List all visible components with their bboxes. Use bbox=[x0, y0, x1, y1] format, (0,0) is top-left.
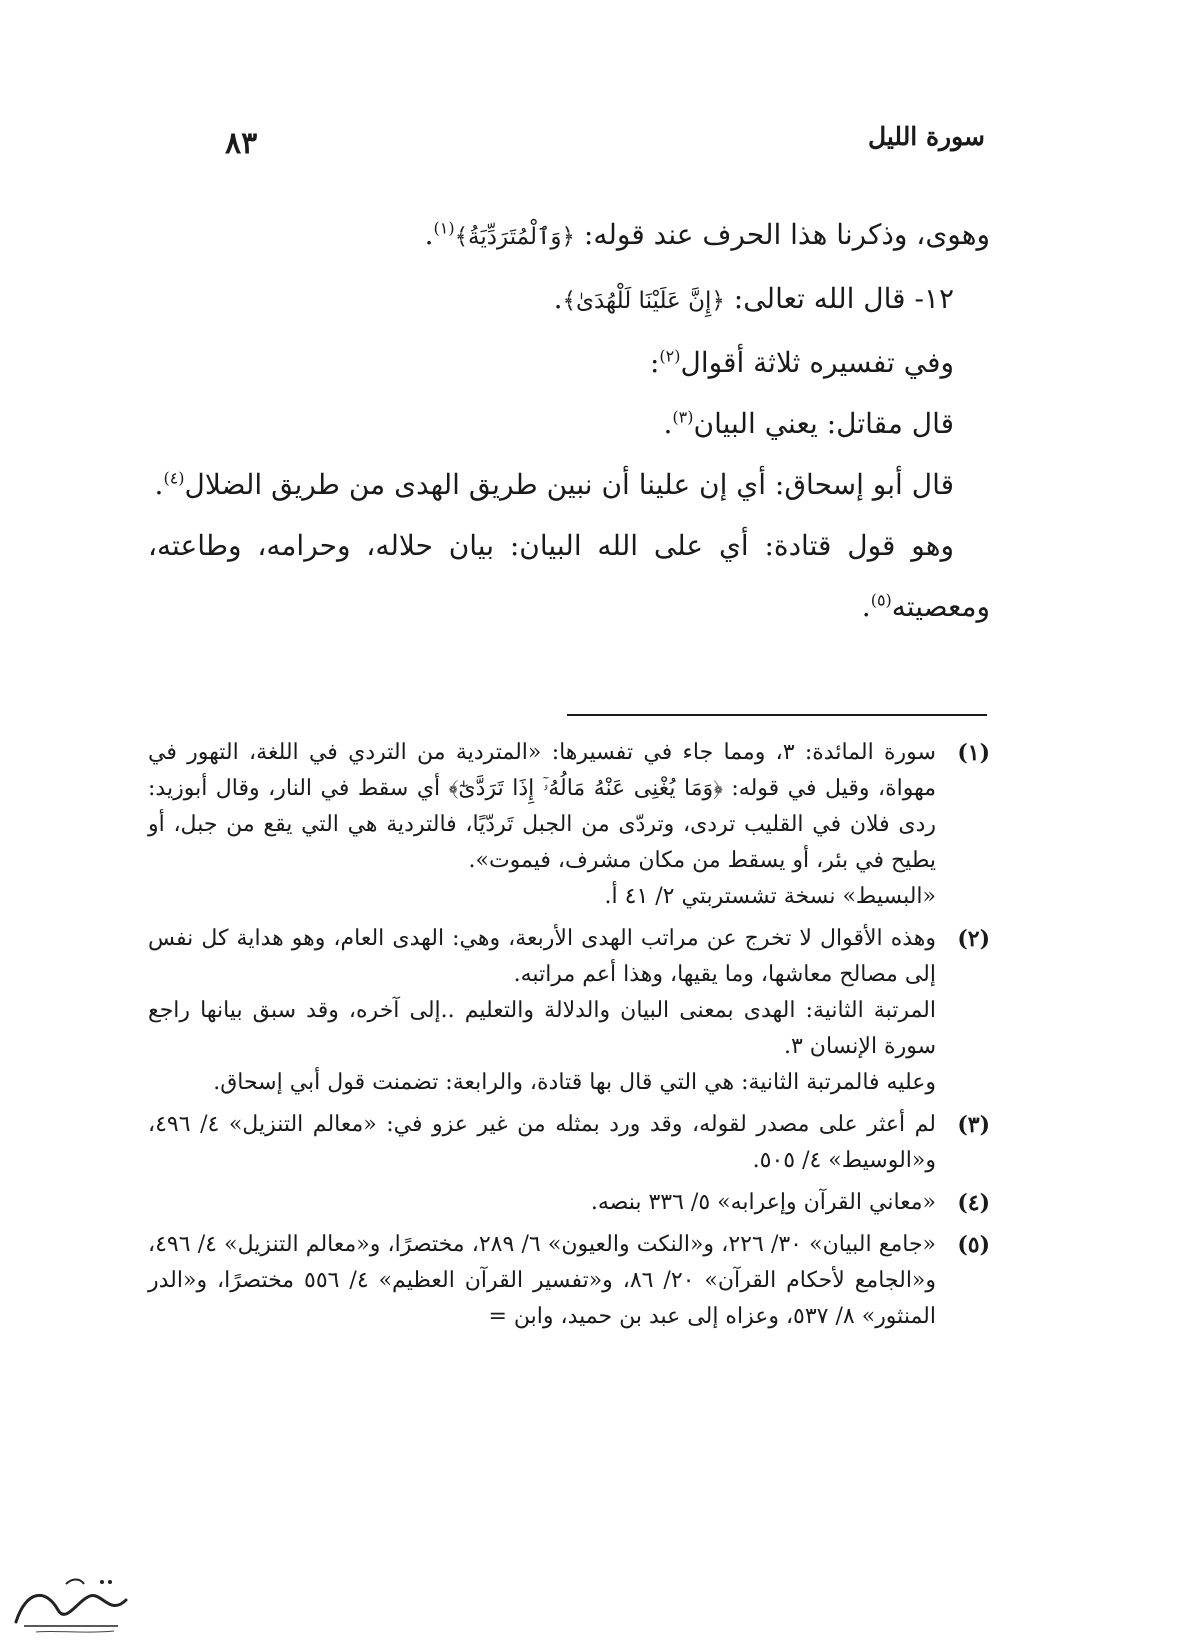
footnote-number: (٥) bbox=[957, 1232, 990, 1258]
running-header-title: سورة الليل bbox=[867, 122, 985, 151]
footnote-number: (٢) bbox=[957, 926, 990, 952]
footnote-2: (٢) وهذه الأقوال لا تخرج عن مراتب الهدى الأربعة، وهي: الهدى العام، وهو هداية كل نفس إلى مصالح معاشها، وما يقيها، وهذا أعم مراتبه. المرتبة الثانية: الهدى بمعنى البيان والدلالة والتعليم ..إلى آخره، وقد سبق بيانها راجع سورة الإنسان ٣. وعليه فالمرتبة الثانية: هي التي قال بها قتادة، والرابعة: تضمنت قول أبي إسحاق. bbox=[148, 921, 990, 1101]
footnote-ref[interactable]: (٣) bbox=[672, 407, 694, 427]
footnote-number: (٤) bbox=[957, 1190, 990, 1216]
footnote-number: (٣) bbox=[957, 1112, 990, 1138]
paragraph-6: وهو قول قتادة: أي على الله البيان: بيان حلاله، وحرامه، وطاعته، ومعصيته$^{(٥)}$. bbox=[148, 529, 990, 623]
footnote-1: (١) سورة المائدة: ٣، ومما جاء في تفسيرها: «المتردية من التردي في اللغة، التهور في مهواة، وقيل في قوله: ﴿وَمَا يُغْنِى عَنْهُ مَالُهُۥٓ إِذَا تَرَدَّىٰٓ﴾ أي سقط في النار، وقال أبوزيد: ردى فلان في القليب تردى، وتردّى من الجبل تَردّيًا، فالتردية هي التي يقع من جبل، أو يطيح في بئر، أو يسقط من مكان مشرف، فيموت». «البسيط» نسخة تشستربتي ٢/ ٤١ أ. bbox=[148, 735, 990, 915]
footnote-number: (١) bbox=[957, 740, 990, 766]
paragraph-3: وفي تفسيره ثلاثة أقوال$^{(٢)}$: bbox=[649, 346, 954, 379]
main-text bbox=[148, 204, 990, 637]
paragraph-4: قال مقاتل: يعني البيان$^{(٣)}$. bbox=[663, 407, 954, 440]
footnote-3: (٣) لم أعثر على مصدر لقوله، وقد ورد بمثله من غير عزو في: «معالم التنزيل» ٤/ ٤٩٦، و«الوسيط» ٤/ ٥٠٥. bbox=[148, 1107, 990, 1179]
footnote-separator bbox=[567, 714, 987, 716]
page-number: ٨٣ bbox=[225, 126, 258, 161]
paragraph-1: وهوى، وذكرنا هذا الحرف عند قوله: ﴿وَٱلْمُتَرَدِّيَةُ﴾$^{(١)}$. bbox=[424, 218, 990, 251]
footnotes bbox=[148, 735, 990, 1341]
footnote-4: (٤) «معاني القرآن وإعرابه» ٥/ ٣٣٦ بنصه. bbox=[148, 1185, 990, 1221]
paragraph-5: قال أبو إسحاق: أي إن علينا أن نبين طريق الهدى من طريق الضلال$^{(٤)}$. bbox=[154, 468, 954, 501]
footnote-5: (٥) «جامع البيان» ٣٠/ ٢٢٦، و«النكت والعيون» ٦/ ٢٨٩، مختصرًا، و«معالم التنزيل» ٤/ ٤٩٦، و«الجامع لأحكام القرآن» ٢٠/ ٨٦، و«تفسير القرآن العظيم» ٤/ ٥٥٦ مختصرًا، و«الدر المنثور» ٨/ ٥٣٧، وعزاه إلى عبد بن حميد، وابن = bbox=[148, 1227, 990, 1335]
watermark-logo bbox=[6, 1570, 138, 1638]
footnote-ref[interactable]: (٢) bbox=[659, 346, 681, 366]
footnote-ref[interactable]: (٥) bbox=[870, 590, 892, 610]
quran-verse: ﴿إِنَّ عَلَيْنَا لَلْهُدَىٰ﴾ bbox=[562, 288, 725, 314]
footnote-ref[interactable]: (٤) bbox=[163, 468, 185, 488]
quran-verse: ﴿وَٱلْمُتَرَدِّيَةُ﴾ bbox=[454, 224, 576, 250]
footnote-ref[interactable]: (١) bbox=[433, 218, 455, 238]
paragraph-2: ١٢- قال الله تعالى: ﴿إِنَّ عَلَيْنَا لَلْهُدَىٰ﴾. bbox=[553, 282, 954, 315]
